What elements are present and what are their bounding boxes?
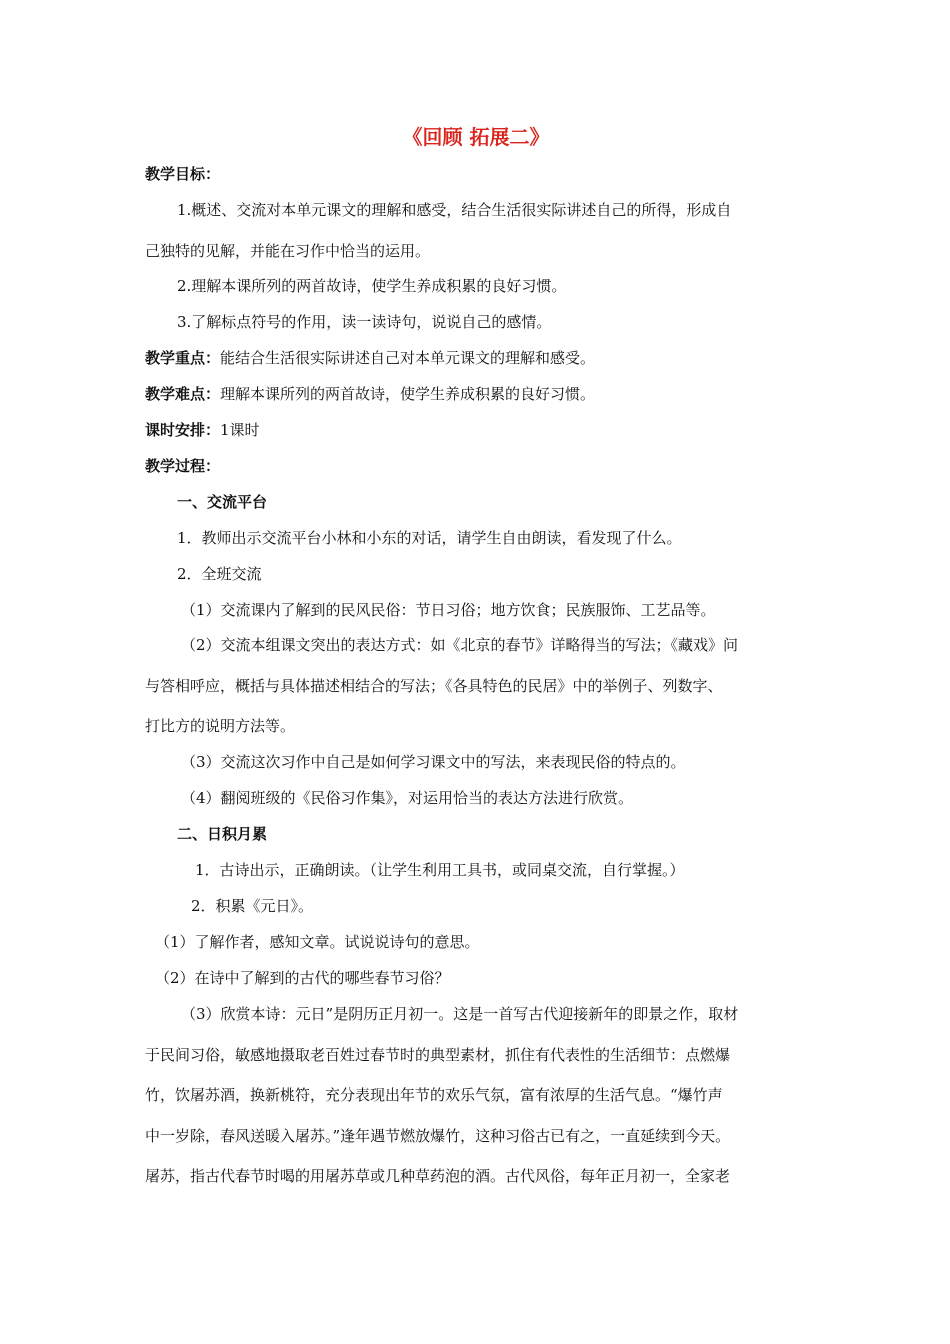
- section-1-sub-1: （1）交流课内了解到的民风民俗：节日习俗；地方饮食；民族服饰、工艺品等。: [181, 601, 716, 619]
- key-point-text: 能结合生活很实际讲述自己对本单元课文的理解和感受。: [220, 349, 596, 367]
- section-1-sub-3: （3）交流这次习作中自己是如何学习课文中的写法，来表现民俗的特点的。: [181, 753, 686, 771]
- page-title: 《回顾 拓展二》: [402, 125, 550, 149]
- section-2-step-1: 1．古诗出示，正确朗读。（让学生利用工具书，或同桌交流，自行掌握。）: [195, 861, 685, 879]
- goals-heading: 教学目标：: [145, 165, 221, 183]
- section-2-sub-3-line-1: （3）欣赏本诗：元日”是阴历正月初一。这是一首写古代迎接新年的即景之作，取材: [181, 1005, 739, 1023]
- schedule-text: 1课时: [220, 421, 260, 439]
- section-1-heading: 一、交流平台: [177, 493, 268, 511]
- section-2-step-2: 2．积累《元日》。: [191, 897, 314, 915]
- section-2-heading: 二、日积月累: [177, 825, 268, 843]
- difficulty: [145, 383, 595, 405]
- section-2-sub-1: （1）了解作者，感知文章。试说说诗句的意思。: [155, 933, 480, 951]
- goal-1-line-1: 1.概述、交流对本单元课文的理解和感受，结合生活很实际讲述自己的所得，形成自: [177, 201, 732, 219]
- process-heading: 教学过程：: [145, 457, 221, 475]
- difficulty-label: 教学难点：: [145, 385, 221, 403]
- section-1-step-2: 2．全班交流: [177, 565, 262, 583]
- goal-3: 3.了解标点符号的作用，读一读诗句，说说自己的感情。: [177, 313, 552, 331]
- section-2-sub-3-line-2: 于民间习俗，敏感地摄取老百姓过春节时的典型素材，抓住有代表性的生活细节：点燃爆: [145, 1046, 731, 1064]
- section-2-sub-2: （2）在诗中了解到的古代的哪些春节习俗？: [155, 969, 450, 987]
- section-2-sub-3-line-3: 竹，饮屠苏酒，换新桃符，充分表现出年节的欢乐气氛，富有浓厚的生活气息。“爆竹声: [145, 1086, 723, 1104]
- key-point-label: 教学重点：: [145, 349, 221, 367]
- section-2-sub-3-line-4: 中一岁除，春风送暖入屠苏。”逢年遇节燃放爆竹，这种习俗古已有之，一直延续到今天。: [145, 1127, 731, 1145]
- section-1-sub-2-line-1: （2）交流本组课文突出的表达方式：如《北京的春节》详略得当的写法；《藏戏》问: [181, 636, 739, 654]
- section-1-sub-4: （4）翻阅班级的《民俗习作集》，对运用恰当的表达方法进行欣赏。: [181, 789, 634, 807]
- section-2-sub-3-line-5: 屠苏，指古代春节时喝的用屠苏草或几种草药泡的酒。古代风俗，每年正月初一，全家老: [145, 1167, 731, 1185]
- section-1-step-1: 1．教师出示交流平台小林和小东的对话，请学生自由朗读，看发现了什么。: [177, 529, 682, 547]
- section-1-sub-2-line-3: 打比方的说明方法等。: [145, 717, 296, 735]
- goal-2: 2.理解本课所列的两首故诗，使学生养成积累的良好习惯。: [177, 277, 567, 295]
- key-point: [145, 347, 595, 369]
- difficulty-text: 理解本课所列的两首故诗，使学生养成积累的良好习惯。: [220, 385, 596, 403]
- schedule-label: 课时安排：: [145, 421, 221, 439]
- schedule: [145, 419, 260, 441]
- section-1-sub-2-line-2: 与答相呼应，概括与具体描述相结合的写法；《各具特色的民居》中的举例子、列数字、: [145, 677, 723, 695]
- goal-1-line-2: 己独特的见解，并能在习作中恰当的运用。: [145, 242, 431, 260]
